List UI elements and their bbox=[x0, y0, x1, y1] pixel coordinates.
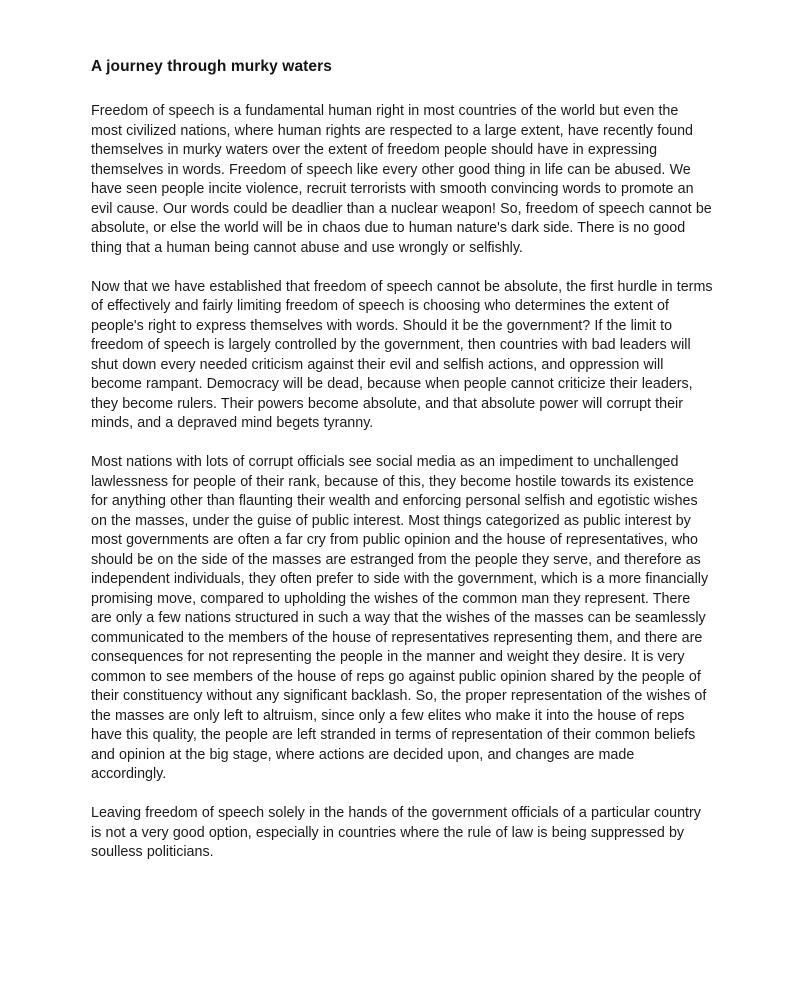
document-title: A journey through murky waters bbox=[91, 58, 332, 75]
paragraph-4: Leaving freedom of speech solely in the hands of the government officials of a particular country is not a very good option, especially in countries where the rule of law is being suppressed by soulless politicians. bbox=[91, 805, 701, 860]
paragraph-2: Now that we have established that freedom of speech cannot be absolute, the first hurdle in terms of effectively and fairly limiting freedom of speech is choosing who determines the extent of people's right to express themselves with words. Should it be the government? If the limit to freedom of speech is largely controlled by the government, then countries with bad leaders will shut down every needed criticism against their evil and selfish actions, and oppression will become rampant. Democracy will be dead, because when people cannot criticize their leaders, they become rulers. Their powers become absolute, and that absolute power will corrupt their minds, and a depraved mind begets tyranny. bbox=[91, 278, 713, 431]
document-content bbox=[91, 58, 713, 863]
paragraph-3: Most nations with lots of corrupt officials see social media as an impediment to unchallenged lawlessness for people of their rank, because of this, they become hostile towards its existence for anything other than flaunting their wealth and enforcing personal selfish and egotistic wishes on the masses, under the guise of public interest. Most things categorized as public interest by most governments are often a far cry from public opinion and the house of representatives, who should be on the side of the masses are estranged from the people they serve, and therefore as independent individuals, they often prefer to side with the government, which is a more financially promising move, compared to upholding the wishes of the common man they represent. There are only a few nations structured in such a way that the wishes of the masses can be seamlessly communicated to the members of the house of representatives representing them, and there are consequences for not representing the people in the manner and weight they desire. It is very common to see members of the house of reps go against public opinion shared by the people of their constituency without any significant backlash. So, the proper representation of the wishes of the masses are only left to altruism, since only a few elites who make it into the house of reps have this quality, the people are left stranded in terms of representation of their common beliefs and opinion at the big stage, where actions are decided upon, and changes are made accordingly. bbox=[91, 454, 709, 782]
paragraph-1: Freedom of speech is a fundamental human right in most countries of the world but even the most civilized nations, where human rights are respected to a large extent, have recently found themselves in murky waters over the extent of freedom people should have in expressing themselves in words. Freedom of speech like every other good thing in life can be abused. We have seen people incite violence, recruit terrorists with smooth convincing words to promote an evil cause. Our words could be deadlier than a nuclear weapon! So, freedom of speech cannot be absolute, or else the world will be in chaos due to human nature's dark side. There is no good thing that a human being cannot abuse and use wrongly or selfishly. bbox=[91, 103, 712, 256]
